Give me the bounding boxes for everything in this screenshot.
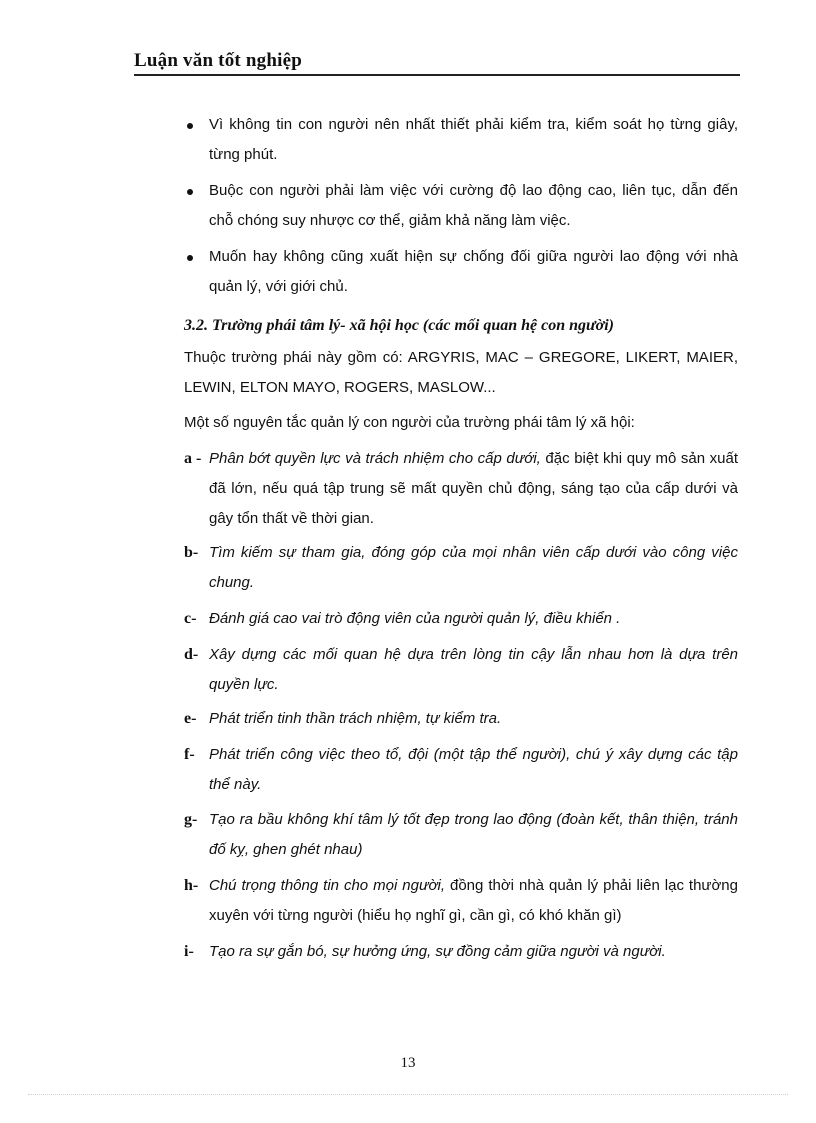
list-item-emphasis: Tạo ra bầu không khí tâm lý tốt đẹp trong lao động (đoàn kết, thân thiện, tránh đố kỵ, ghen ghét nhau) (209, 811, 738, 858)
list-marker: i- (184, 943, 194, 960)
list-marker: a - (184, 450, 202, 467)
list-item-emphasis: Chú trọng thông tin cho mọi người, (209, 877, 446, 894)
bullet-text: Muốn hay không cũng xuất hiện sự chống đối giữa người lao động với nhà quản lý, với giới chủ. (209, 248, 738, 295)
list-marker: h- (184, 877, 199, 894)
list-item-rest: đặc biệt khi quy mô sản xuất đã lớn, nếu quá tập trung sẽ mất quyền chủ động, sáng tạo của cấp dưới và gây tổn thất về thời gian. (209, 450, 739, 527)
section-heading: 3.2. Trường phái tâm lý- xã hội học (các mối quan hệ con người) (184, 317, 614, 334)
list-item-text (209, 740, 738, 800)
list-item-emphasis: Đánh giá cao vai trò động viên của người quản lý, điều khiển . (209, 610, 621, 627)
section-intro: Thuộc trường phái này gồm có: ARGYRIS, MAC – GREGORE, LIKERT, MAIER, LEWIN, ELTON MAYO, ROGERS, MASLOW... (184, 349, 738, 396)
list-item-text (209, 937, 738, 967)
list-item-rest: đồng thời nhà quản lý phải liên lạc thường xuyên với từng người (hiểu họ nghĩ gì, cần gì, có khó khăn gì) (209, 877, 738, 924)
header-title: Luận văn tốt nghiệp (134, 50, 302, 71)
list-item-text (209, 871, 738, 931)
footer-divider (28, 1094, 788, 1095)
list-item-text (209, 805, 738, 865)
list-item-emphasis: Tìm kiếm sự tham gia, đóng góp của mọi nhân viên cấp dưới vào công việc chung. (209, 544, 738, 591)
list-item-text (209, 538, 738, 598)
page-number: 13 (400, 1055, 416, 1071)
list-item-emphasis: Xây dựng các mối quan hệ dựa trên lòng tin cậy lẫn nhau hơn là dựa trên quyền lực. (209, 646, 738, 693)
list-marker: g- (184, 811, 198, 828)
list-item-emphasis: Phát triển công việc theo tổ, đội (một tập thể người), chú ý xây dựng các tập thể này. (209, 746, 738, 793)
list-item-text (209, 704, 738, 734)
list-marker: b- (184, 544, 199, 561)
list-item-text (209, 640, 738, 700)
list-marker: e- (184, 710, 197, 727)
list-marker: d- (184, 646, 199, 663)
list-marker: c- (184, 610, 197, 627)
bullet-icon (187, 255, 193, 261)
list-item-emphasis: Phân bớt quyền lực và trách nhiệm cho cấp dưới, (209, 450, 541, 467)
principles-intro: Một số nguyên tắc quản lý con người của trường phái tâm lý xã hội: (184, 414, 635, 431)
list-marker: f- (184, 746, 195, 763)
bullet-text: Vì không tin con người nên nhất thiết phải kiểm tra, kiểm soát họ từng giây, từng phút. (209, 116, 738, 163)
list-item-emphasis: Tạo ra sự gắn bó, sự hưởng ứng, sự đồng cảm giữa người và người. (209, 943, 666, 960)
bullet-icon (187, 123, 193, 129)
page-header (134, 46, 740, 76)
bullet-icon (187, 189, 193, 195)
bullet-text: Buộc con người phải làm việc với cường độ lao động cao, liên tục, dẫn đến chỗ chóng suy nhược cơ thể, giảm khả năng làm việc. (209, 182, 738, 229)
list-item-text (209, 604, 738, 634)
list-item-emphasis: Phát triển tinh thần trách nhiệm, tự kiểm tra. (209, 710, 502, 727)
list-item-text (209, 444, 738, 534)
